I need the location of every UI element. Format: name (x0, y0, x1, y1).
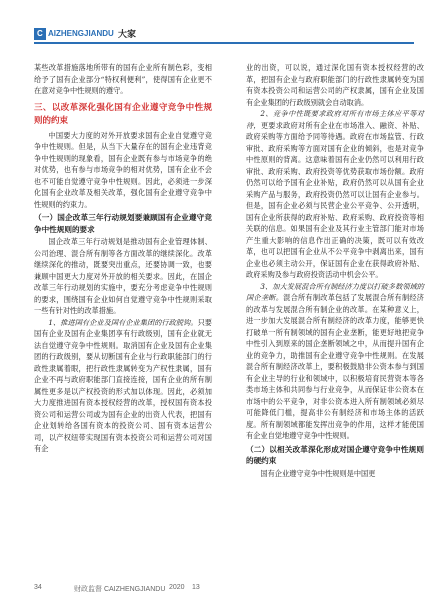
page-header (34, 28, 414, 44)
numbered-body: 只要国有企业及国有企业集团享有行政级别，国有企业就无法自觉遵守竞争中性规则。取消国有企业及国有企业集团的行政级别，要从切断国有企业与行政职能部门的行政性隶属着眼，把行政性隶属转变为产权性隶属，国有企业不再与政府职能部门直接连接，国有企业的所有制属性更多是以产权投资的形式加以体现。因此，必须加大力度推进国有资本授权经营的改革，授权国有资本投资公司和运营公司或为国有企业的出资人代表，把国有企业划转给各国有资本的投资公司、国有资本运营公司，以产权纽带实现国有资本投资公司和运营公司对国有企 (34, 317, 212, 453)
numbered-paragraph (246, 108, 424, 281)
page-number: 34 (34, 584, 42, 591)
paragraph: 国企改革三年行动规划是推动国有企业管理体制、公司治理、混合所有制等各方面改革的继续深化。改革继续深化的推动，既要突出重点，还要协调一致，也要兼顾中国更大力度对外开放的相关要求。因此，在国企改革三年行动规划的实施中，要充分考虑竞争中性规则的要求，围绕国有企业如何自觉遵守竞争中性规则采取一些有针对性的改革措施。 (34, 237, 212, 315)
subsection-heading: （二）以相关改革深化形成对国企遵守竞争中性规则的硬约束 (246, 444, 424, 465)
paragraph: 国有企业遵守竞争中性规则是中国更 (260, 468, 376, 478)
numbered-lead: 2、竞争中性既要求政府对所有市场主体应平等对待， (246, 109, 424, 130)
numbered-paragraph (34, 317, 212, 455)
issue-year: 2020 (169, 584, 185, 591)
numbered-body: 混合所有制改革包括了发展混合所有制经济的改革与发展混合所有制企业的改革。在某种意义上，进一步加大发展混合所有制经济的改革力度，能够更快打破单一所有制领域的国有企业垄断，能更好地把竞争中性引入到原来的国企垄断领域之中，从而提升国有企业的竞争力，助推国有企业遵守竞争中性规则。在发展混合所有制经济改革上，要积极鼓励非公资本参与到国有企业主导的行业和领域中，以积极培育民营资本等各类市场主体和共同参与行业竞争，从而保证非公资本在市场中的公平竞争，对非公资本进入所有制领域必须尽可能降低门槛，提高非公有制经济和市场主体的活跃度。所有制领域都能发挥出竞争的作用，这样才能使国有企业自觉地遵守竞争中性规则。 (246, 293, 424, 440)
issue-number: 13 (192, 584, 200, 591)
numbered-paragraph (246, 281, 424, 442)
paragraph: 某些改革措施落地所带有的国有企业所有制色彩，变相给予了国有企业部分“特权利便利”，使得国有企业更不在意对竞争中性规则的遵守。 (34, 63, 212, 95)
paragraph: 业的出资，可以说，通过深化国有资本授权经营的改革，把国有企业与政府职能部门的行政性隶属转变为国有资本投资公司和运营公司的产权隶属，国有企业及国有企业集团的行政级别就会自动取消。 (246, 63, 424, 107)
right-column (246, 62, 424, 479)
numbered-lead: 1、推进国有企业及国有企业集团的行政脱钩。 (48, 317, 198, 327)
numbered-body: 更要求政府对所有企业在市场准入、融资、补贴、政府采购等方面给予同等待遇。政府在市场监管、行政审批、政府采购等方面对国有企业的倾斜，也是对竞争中性原则的背离。这意味着国有企业仍然可以利用行政审批、政府采购、政府投资等优势获取市场份额。政府仍然可以给予国有企业补贴，政府仍然可以从国有企业采购产品与服务，政府投资仍然可以让国有企业参与。但是，国有企业必须与民营企业公平竞争、公开透明，国有企业所获得的政府补贴、政府采购、政府投资等相关联的信息。如果国有企业及其行业主管部门能对市场产生重大影响的信息作出正确的决策，既可以有效改革，也可以把国有企业从不公平竞争中剥离出来，国有企业也必须主动公开，保证国有企业在获得政府补贴、政府采购及参与政府投资活动中机会公平。 (246, 120, 424, 279)
numbered-lead: 3、加大发展混合所有制经济力度以打破多数领域的国企垄断。 (246, 281, 424, 302)
left-column (34, 62, 212, 455)
section-heading: 三、以改革深化强化国有企业遵守竞争中性规则的约束 (34, 101, 212, 125)
paragraph: 中国要大力度的对外开放要求国有企业自觉遵守竞争中性规则。但是，从当下大量存在的国有企业违背竞争中性规则的现象看，国有企业既有参与市场竞争的绝对优势，也有参与市场竞争的相对优势，国有企业不会也不可能自觉遵守竞争中性规则。因此，必须进一步深化国有企业改革及相关改革，强化国有企业遵守竞争中性规则的约束力。 (34, 130, 212, 209)
subsection-heading: （一）国企改革三年行动规划要兼顾国有企业遵守竞争中性规则的要求 (34, 213, 212, 234)
magazine-logo-mark: C (34, 28, 46, 40)
page-footer (34, 584, 414, 596)
section-name: 大家 (118, 29, 137, 39)
magazine-name: 财政监督 CAIZHENGJIANDU (74, 586, 166, 593)
magazine-logo-text: AIZHENGJIANDU (48, 29, 114, 38)
